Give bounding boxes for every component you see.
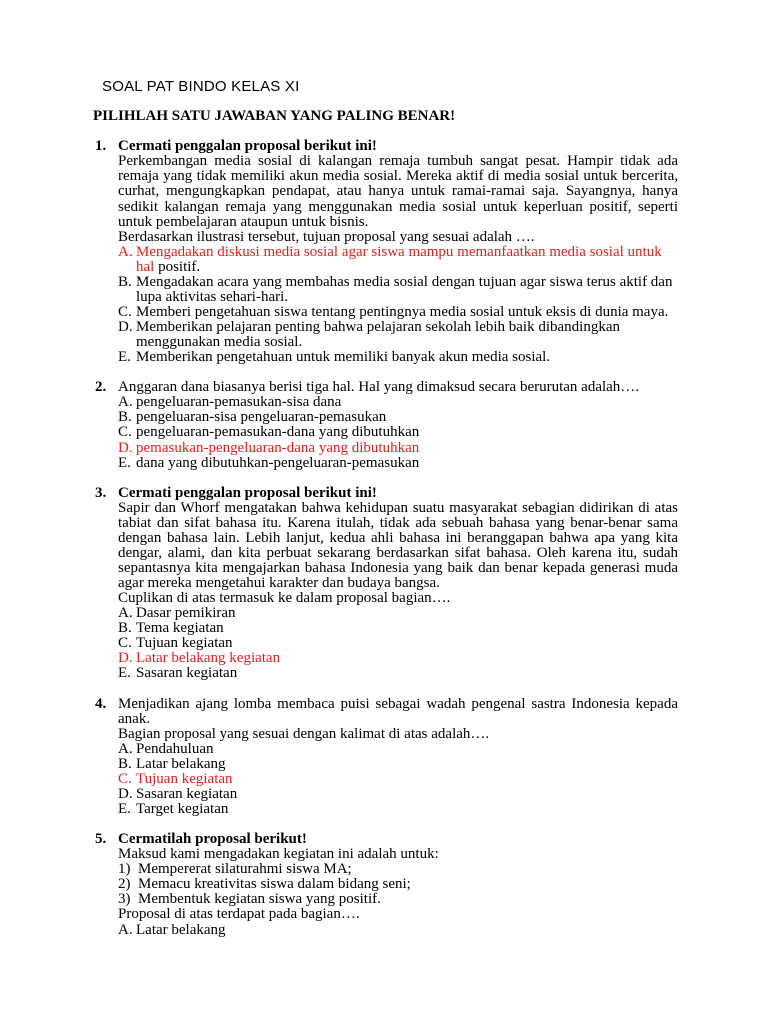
list-item-marker: 1) xyxy=(118,861,131,878)
answer-option xyxy=(118,425,678,440)
question-prompt: Berdasarkan ilustrasi tersebut, tujuan proposal yang sesuai adalah …. xyxy=(118,228,535,245)
answer-option-segment: Sasaran kegiatan xyxy=(136,665,238,682)
answer-option-letter: E. xyxy=(118,801,131,817)
answer-option xyxy=(118,666,678,681)
question-1 xyxy=(95,138,678,366)
answer-option-segment: Memberi pengetahuan siswa tentang pentingnya media sosial untuk eksis di dunia maya. xyxy=(136,303,669,320)
answer-option xyxy=(118,456,678,471)
answer-option-text xyxy=(136,394,341,410)
question-list xyxy=(0,139,768,937)
answer-option-segment: pengeluaran-pemasukan-dana yang dibutuhkan xyxy=(136,424,420,441)
question-prompt: Proposal di atas terdapat pada bagian…. xyxy=(118,906,360,923)
question-number: 2. xyxy=(95,379,107,396)
answer-option-text xyxy=(136,409,386,425)
question-2 xyxy=(95,379,678,471)
answer-option-segment: Mengadakan acara yang membahas media sosial dengan tujuan agar siswa terus aktif dan lupa aktivitas sehari-hari. xyxy=(136,273,673,305)
list-item-text: Mempererat silaturahmi siswa MA; xyxy=(138,861,352,878)
list-item-marker: 2) xyxy=(118,876,131,893)
answer-option xyxy=(118,651,678,666)
answer-option xyxy=(118,787,678,802)
answer-key-text: Mengadakan diskusi media sosial agar siswa mampu memanfaatkan media sosial untuk hal xyxy=(136,243,662,275)
answer-option-text xyxy=(136,771,233,787)
answer-option-text xyxy=(136,424,419,440)
document-page xyxy=(0,79,768,938)
answer-option-text xyxy=(136,274,672,305)
question-passage: Menjadikan ajang lomba membaca puisi sebagai wadah pengenal sastra Indonesia kepada anak. xyxy=(118,695,678,727)
answer-option-text xyxy=(136,665,237,681)
answer-option-letter: A. xyxy=(118,921,133,938)
answer-option-letter: C. xyxy=(118,424,132,441)
answer-option-letter: D. xyxy=(118,650,133,667)
answer-key-text: Tujuan kegiatan xyxy=(136,770,233,787)
answer-option xyxy=(118,742,678,757)
answer-option-letter: C. xyxy=(118,770,132,787)
question-number: 4. xyxy=(95,695,107,712)
answer-option-letter: D. xyxy=(118,439,133,456)
answer-key-text: pemasukan-pengeluaran-dana yang dibutuhkan xyxy=(136,439,420,456)
answer-option-segment: pengeluaran-pemasukan-sisa dana xyxy=(136,394,342,411)
answer-option-segment: Memberikan pengetahuan untuk memiliki banyak akun media sosial. xyxy=(136,349,551,366)
list-item-marker: 3) xyxy=(118,891,131,908)
answer-option-text xyxy=(136,244,662,275)
list-item-text: Memacu kreativitas siswa dalam bidang seni; xyxy=(138,876,411,893)
question-number: 3. xyxy=(95,484,107,501)
answer-option-segment: Tema kegiatan xyxy=(136,620,224,637)
answer-option-letter: C. xyxy=(118,303,132,320)
answer-option xyxy=(118,923,678,938)
list-item xyxy=(118,877,678,892)
instruction-heading: PILIHLAH SATU JAWABAN YANG PALING BENAR! xyxy=(93,108,456,125)
question-prompt: Anggaran dana biasanya berisi tiga hal. Hal yang dimaksud secara berurutan adalah…. xyxy=(118,379,640,396)
answer-option xyxy=(118,441,678,456)
answer-option xyxy=(118,320,678,350)
answer-option xyxy=(118,802,678,817)
answer-option xyxy=(118,772,678,787)
answer-option-text xyxy=(136,922,226,938)
answer-option-letter: A. xyxy=(118,740,133,757)
answer-option-letter: A. xyxy=(118,394,133,411)
answer-option-segment: Dasar pemikiran xyxy=(136,605,236,622)
answer-option xyxy=(118,350,678,365)
question-passage: Maksud kami mengadakan kegiatan ini adalah untuk: xyxy=(118,846,439,863)
answer-option-text xyxy=(136,620,224,636)
question-heading: Cermati penggalan proposal berikut ini! xyxy=(118,138,377,155)
question-prompt: Cuplikan di atas termasuk ke dalam proposal bagian…. xyxy=(118,590,451,607)
answer-option-letter: A. xyxy=(118,605,133,622)
question-number: 5. xyxy=(95,831,107,848)
answer-option-text xyxy=(136,756,226,772)
answer-option xyxy=(118,305,678,320)
answer-option-letter: B. xyxy=(118,620,132,637)
answer-option-text xyxy=(136,304,668,320)
answer-option-text xyxy=(136,801,228,817)
answer-option-segment: Pendahuluan xyxy=(136,740,214,757)
answer-option-letter: E. xyxy=(118,665,131,682)
answer-option-text xyxy=(136,650,280,666)
answer-option-text xyxy=(136,635,233,651)
answer-option-segment: positif. xyxy=(154,258,201,275)
answer-option-segment: Latar belakang xyxy=(136,921,226,938)
question-4 xyxy=(95,695,678,818)
answer-option-letter: B. xyxy=(118,409,132,426)
question-3 xyxy=(95,484,678,682)
answer-option-letter: A. xyxy=(118,243,133,260)
answer-option-letter: B. xyxy=(118,755,132,772)
answer-option xyxy=(118,621,678,636)
answer-option-letter: E. xyxy=(118,454,131,471)
answer-option-text xyxy=(136,349,550,365)
question-5 xyxy=(95,831,678,938)
answer-option-segment: Target kegiatan xyxy=(136,801,229,817)
answer-option xyxy=(118,410,678,425)
question-passage: Sapir dan Whorf mengatakan bahwa kehidupan suatu masyarakat sebagian didirikan di atas tabiat dan sifat bahasa itu. Karena itulah, tidak ada sebuah bahasa yang benar-benar sama dengan bahasa lain. Lebih lanjut, kedua ahli bahasa ini beranggapan bahwa apa yang kita dengar, alami, dan kita perbuat sekarang berdasarkan sifat bahasa. Oleh karena itu, sudah sepantasnya kita mengajarkan bahasa Indonesia yang baik dan benar kepada generasi muda agar mereka mengetahui karakter dan budaya bangsa. xyxy=(118,499,678,592)
answer-option-segment: dana yang dibutuhkan-pengeluaran-pemasukan xyxy=(136,454,420,471)
answer-option xyxy=(118,757,678,772)
answer-option-letter: E. xyxy=(118,349,131,366)
answer-option-segment: Memberikan pelajaran penting bahwa pelajaran sekolah lebih baik dibandingkan menggunakan media sosial. xyxy=(136,319,620,351)
answer-option-letter: D. xyxy=(118,319,133,335)
answer-option-segment: Latar belakang xyxy=(136,755,226,772)
question-prompt: Bagian proposal yang sesuai dengan kalimat di atas adalah…. xyxy=(118,725,490,742)
question-heading: Cermatilah proposal berikut! xyxy=(118,831,307,848)
answer-option xyxy=(118,245,678,275)
answer-option-text xyxy=(136,605,236,621)
question-heading: Cermati penggalan proposal berikut ini! xyxy=(118,484,377,501)
answer-option-segment: pengeluaran-sisa pengeluaran-pemasukan xyxy=(136,409,387,426)
answer-option-segment: Tujuan kegiatan xyxy=(136,635,233,652)
answer-key-text: Latar belakang kegiatan xyxy=(136,650,281,667)
answer-option-letter: C. xyxy=(118,635,132,652)
answer-option-letter: D. xyxy=(118,785,133,802)
answer-option xyxy=(118,636,678,651)
question-passage: Perkembangan media sosial di kalangan remaja tumbuh sangat pesat. Hampir tidak ada remaja yang tidak memiliki akun media sosial. Mereka aktif di media sosial untuk bercerita, curhat, mengungkapkan pendapat, atau hanya untuk ramai-ramai saja. Sayangnya, hanya sedikit kalangan remaja yang menggunakan media sosial untuk keperluan positif, seperti untuk pembelajaran ataupun untuk bisnis. xyxy=(118,153,678,230)
page-title: SOAL PAT BINDO KELAS XI xyxy=(102,78,300,95)
answer-option-segment: Sasaran kegiatan xyxy=(136,785,238,802)
answer-option-text xyxy=(136,455,419,471)
answer-option-text xyxy=(136,741,213,757)
answer-option xyxy=(118,606,678,621)
answer-option-letter: B. xyxy=(118,273,132,290)
question-number: 1. xyxy=(95,138,107,155)
list-item xyxy=(118,892,678,907)
answer-option xyxy=(118,275,678,305)
answer-option xyxy=(118,395,678,410)
answer-option-text xyxy=(136,440,419,456)
list-item-text: Membentuk kegiatan siswa yang positif. xyxy=(138,891,381,908)
answer-option-text xyxy=(136,319,620,350)
list-item xyxy=(118,862,678,877)
answer-option-text xyxy=(136,786,237,802)
